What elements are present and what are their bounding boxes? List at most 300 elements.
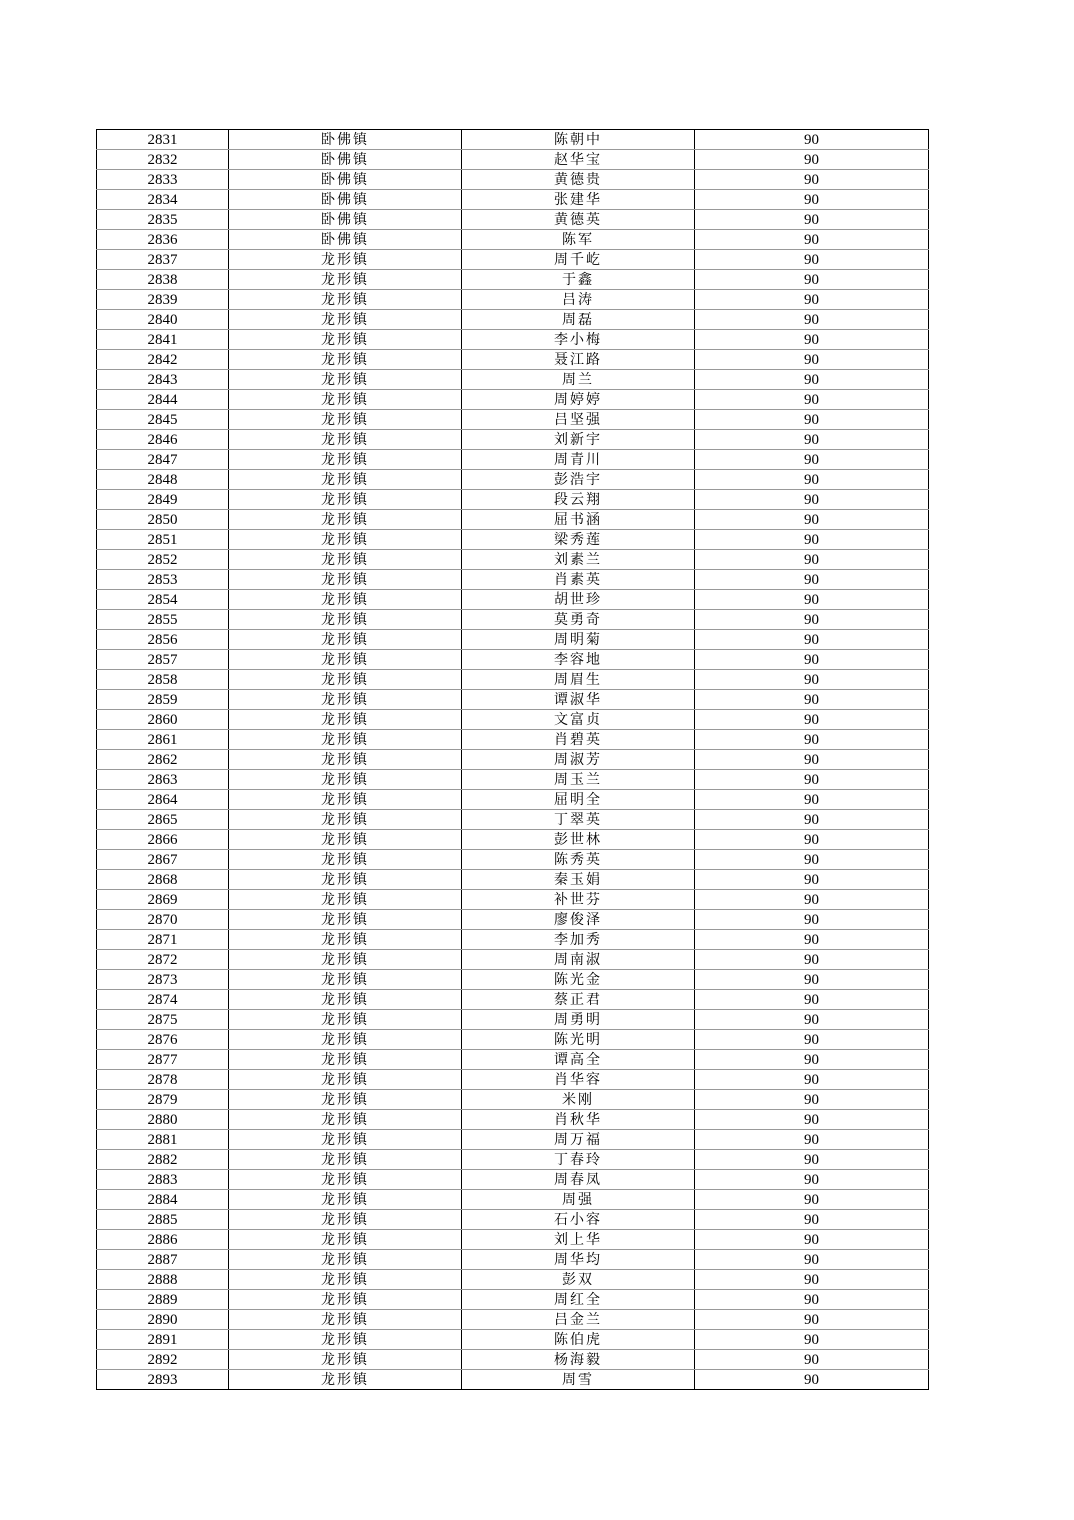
table-row — [97, 190, 929, 210]
person-name-cell: 肖华容 — [462, 1070, 695, 1090]
person-name-cell: 周磊 — [462, 310, 695, 330]
amount-cell: 90 — [695, 1190, 929, 1210]
table-row — [97, 910, 929, 930]
town-cell: 龙形镇 — [229, 1290, 462, 1310]
serial-number-cell: 2842 — [97, 350, 229, 370]
amount-cell: 90 — [695, 470, 929, 490]
person-name-cell: 周强 — [462, 1190, 695, 1210]
person-name-cell: 陈秀英 — [462, 850, 695, 870]
person-name-cell: 莫勇奇 — [462, 610, 695, 630]
amount-cell: 90 — [695, 1090, 929, 1110]
serial-number-cell: 2873 — [97, 970, 229, 990]
person-name-cell: 李小梅 — [462, 330, 695, 350]
town-cell: 龙形镇 — [229, 1050, 462, 1070]
table-row — [97, 450, 929, 470]
serial-number-cell: 2832 — [97, 150, 229, 170]
table-row — [97, 970, 929, 990]
town-cell: 龙形镇 — [229, 1110, 462, 1130]
serial-number-cell: 2849 — [97, 490, 229, 510]
serial-number-cell: 2858 — [97, 670, 229, 690]
table-row — [97, 430, 929, 450]
table-row — [97, 1290, 929, 1310]
person-name-cell: 杨海毅 — [462, 1350, 695, 1370]
amount-cell: 90 — [695, 390, 929, 410]
amount-cell: 90 — [695, 610, 929, 630]
town-cell: 龙形镇 — [229, 510, 462, 530]
town-cell: 龙形镇 — [229, 730, 462, 750]
person-name-cell: 刘素兰 — [462, 550, 695, 570]
person-name-cell: 李加秀 — [462, 930, 695, 950]
person-name-cell: 彭世林 — [462, 830, 695, 850]
person-name-cell: 周兰 — [462, 370, 695, 390]
town-cell: 龙形镇 — [229, 650, 462, 670]
serial-number-cell: 2890 — [97, 1310, 229, 1330]
person-name-cell: 于鑫 — [462, 270, 695, 290]
town-cell: 龙形镇 — [229, 450, 462, 470]
table-row — [97, 350, 929, 370]
amount-cell: 90 — [695, 290, 929, 310]
person-name-cell: 周青川 — [462, 450, 695, 470]
table-row — [97, 710, 929, 730]
amount-cell: 90 — [695, 310, 929, 330]
person-name-cell: 周明菊 — [462, 630, 695, 650]
person-name-cell: 张建华 — [462, 190, 695, 210]
table-row — [97, 790, 929, 810]
serial-number-cell: 2893 — [97, 1370, 229, 1390]
person-name-cell: 肖素英 — [462, 570, 695, 590]
town-cell: 龙形镇 — [229, 670, 462, 690]
table-row — [97, 1230, 929, 1250]
town-cell: 卧佛镇 — [229, 230, 462, 250]
amount-cell: 90 — [695, 990, 929, 1010]
amount-cell: 90 — [695, 930, 929, 950]
person-name-cell: 肖秋华 — [462, 1110, 695, 1130]
town-cell: 龙形镇 — [229, 490, 462, 510]
amount-cell: 90 — [695, 1330, 929, 1350]
person-name-cell: 吕坚强 — [462, 410, 695, 430]
amount-cell: 90 — [695, 330, 929, 350]
person-name-cell: 周千屹 — [462, 250, 695, 270]
person-name-cell: 黄德英 — [462, 210, 695, 230]
town-cell: 龙形镇 — [229, 570, 462, 590]
amount-cell: 90 — [695, 410, 929, 430]
amount-cell: 90 — [695, 1030, 929, 1050]
person-name-cell: 刘新宇 — [462, 430, 695, 450]
town-cell: 龙形镇 — [229, 310, 462, 330]
town-cell: 龙形镇 — [229, 690, 462, 710]
serial-number-cell: 2885 — [97, 1210, 229, 1230]
person-name-cell: 黄德贵 — [462, 170, 695, 190]
serial-number-cell: 2853 — [97, 570, 229, 590]
serial-number-cell: 2839 — [97, 290, 229, 310]
amount-cell: 90 — [695, 230, 929, 250]
table-row — [97, 290, 929, 310]
person-name-cell: 秦玉娟 — [462, 870, 695, 890]
serial-number-cell: 2852 — [97, 550, 229, 570]
amount-cell: 90 — [695, 130, 929, 150]
serial-number-cell: 2867 — [97, 850, 229, 870]
town-cell: 龙形镇 — [229, 1230, 462, 1250]
table-row — [97, 390, 929, 410]
table-row — [97, 670, 929, 690]
person-name-cell: 彭双 — [462, 1270, 695, 1290]
amount-cell: 90 — [695, 1350, 929, 1370]
serial-number-cell: 2892 — [97, 1350, 229, 1370]
table-row — [97, 1330, 929, 1350]
town-cell: 龙形镇 — [229, 1350, 462, 1370]
table-row — [97, 610, 929, 630]
table-row — [97, 310, 929, 330]
table-row — [97, 730, 929, 750]
person-name-cell: 补世芬 — [462, 890, 695, 910]
table-row — [97, 370, 929, 390]
town-cell: 龙形镇 — [229, 990, 462, 1010]
serial-number-cell: 2854 — [97, 590, 229, 610]
town-cell: 卧佛镇 — [229, 130, 462, 150]
table-row — [97, 930, 929, 950]
town-cell: 龙形镇 — [229, 1010, 462, 1030]
amount-cell: 90 — [695, 530, 929, 550]
amount-cell: 90 — [695, 1230, 929, 1250]
town-cell: 龙形镇 — [229, 370, 462, 390]
table-row — [97, 170, 929, 190]
serial-number-cell: 2883 — [97, 1170, 229, 1190]
table-row — [97, 1210, 929, 1230]
amount-cell: 90 — [695, 1110, 929, 1130]
serial-number-cell: 2877 — [97, 1050, 229, 1070]
person-name-cell: 陈光明 — [462, 1030, 695, 1050]
person-name-cell: 蔡正君 — [462, 990, 695, 1010]
serial-number-cell: 2870 — [97, 910, 229, 930]
table-row — [97, 1170, 929, 1190]
person-name-cell: 周华均 — [462, 1250, 695, 1270]
table-row — [97, 630, 929, 650]
person-name-cell: 文富贞 — [462, 710, 695, 730]
person-name-cell: 周雪 — [462, 1370, 695, 1390]
serial-number-cell: 2872 — [97, 950, 229, 970]
town-cell: 龙形镇 — [229, 330, 462, 350]
table-row — [97, 890, 929, 910]
person-name-cell: 赵华宝 — [462, 150, 695, 170]
person-name-cell: 周婷婷 — [462, 390, 695, 410]
person-name-cell: 周春凤 — [462, 1170, 695, 1190]
amount-cell: 90 — [695, 630, 929, 650]
serial-number-cell: 2864 — [97, 790, 229, 810]
table-row — [97, 770, 929, 790]
serial-number-cell: 2844 — [97, 390, 229, 410]
serial-number-cell: 2848 — [97, 470, 229, 490]
amount-cell: 90 — [695, 750, 929, 770]
table-row — [97, 1130, 929, 1150]
serial-number-cell: 2871 — [97, 930, 229, 950]
town-cell: 龙形镇 — [229, 1090, 462, 1110]
amount-cell: 90 — [695, 870, 929, 890]
person-name-cell: 段云翔 — [462, 490, 695, 510]
town-cell: 龙形镇 — [229, 390, 462, 410]
town-cell: 龙形镇 — [229, 970, 462, 990]
amount-cell: 90 — [695, 810, 929, 830]
person-name-cell: 彭浩宇 — [462, 470, 695, 490]
town-cell: 龙形镇 — [229, 870, 462, 890]
town-cell: 卧佛镇 — [229, 210, 462, 230]
person-name-cell: 丁翠英 — [462, 810, 695, 830]
serial-number-cell: 2889 — [97, 1290, 229, 1310]
table-row — [97, 950, 929, 970]
amount-cell: 90 — [695, 830, 929, 850]
serial-number-cell: 2882 — [97, 1150, 229, 1170]
town-cell: 龙形镇 — [229, 1210, 462, 1230]
person-name-cell: 石小容 — [462, 1210, 695, 1230]
person-name-cell: 米刚 — [462, 1090, 695, 1110]
town-cell: 龙形镇 — [229, 270, 462, 290]
table-row — [97, 750, 929, 770]
serial-number-cell: 2843 — [97, 370, 229, 390]
person-name-cell: 刘上华 — [462, 1230, 695, 1250]
town-cell: 龙形镇 — [229, 770, 462, 790]
amount-cell: 90 — [695, 1270, 929, 1290]
amount-cell: 90 — [695, 850, 929, 870]
amount-cell: 90 — [695, 970, 929, 990]
amount-cell: 90 — [695, 690, 929, 710]
table-row — [97, 130, 929, 150]
town-cell: 龙形镇 — [229, 1190, 462, 1210]
serial-number-cell: 2859 — [97, 690, 229, 710]
serial-number-cell: 2857 — [97, 650, 229, 670]
serial-number-cell: 2835 — [97, 210, 229, 230]
town-cell: 龙形镇 — [229, 1270, 462, 1290]
serial-number-cell: 2888 — [97, 1270, 229, 1290]
person-name-cell: 丁春玲 — [462, 1150, 695, 1170]
person-name-cell: 周南淑 — [462, 950, 695, 970]
table-row — [97, 1030, 929, 1050]
serial-number-cell: 2868 — [97, 870, 229, 890]
town-cell: 龙形镇 — [229, 1170, 462, 1190]
amount-cell: 90 — [695, 450, 929, 470]
table-row — [97, 870, 929, 890]
town-cell: 卧佛镇 — [229, 150, 462, 170]
person-name-cell: 周眉生 — [462, 670, 695, 690]
serial-number-cell: 2879 — [97, 1090, 229, 1110]
amount-cell: 90 — [695, 170, 929, 190]
table-row — [97, 330, 929, 350]
serial-number-cell: 2851 — [97, 530, 229, 550]
roster-table-body — [97, 130, 929, 1390]
town-cell: 龙形镇 — [229, 1330, 462, 1350]
amount-cell: 90 — [695, 1210, 929, 1230]
amount-cell: 90 — [695, 210, 929, 230]
table-row — [97, 1270, 929, 1290]
table-row — [97, 850, 929, 870]
town-cell: 龙形镇 — [229, 1250, 462, 1270]
serial-number-cell: 2878 — [97, 1070, 229, 1090]
amount-cell: 90 — [695, 1130, 929, 1150]
person-name-cell: 周淑芳 — [462, 750, 695, 770]
town-cell: 龙形镇 — [229, 610, 462, 630]
serial-number-cell: 2862 — [97, 750, 229, 770]
table-row — [97, 510, 929, 530]
town-cell: 龙形镇 — [229, 810, 462, 830]
table-row — [97, 590, 929, 610]
town-cell: 龙形镇 — [229, 910, 462, 930]
serial-number-cell: 2876 — [97, 1030, 229, 1050]
serial-number-cell: 2863 — [97, 770, 229, 790]
amount-cell: 90 — [695, 510, 929, 530]
person-name-cell: 屈明全 — [462, 790, 695, 810]
town-cell: 龙形镇 — [229, 710, 462, 730]
serial-number-cell: 2847 — [97, 450, 229, 470]
serial-number-cell: 2831 — [97, 130, 229, 150]
amount-cell: 90 — [695, 150, 929, 170]
town-cell: 龙形镇 — [229, 750, 462, 770]
person-name-cell: 廖俊泽 — [462, 910, 695, 930]
amount-cell: 90 — [695, 1010, 929, 1030]
person-name-cell: 屈书涵 — [462, 510, 695, 530]
amount-cell: 90 — [695, 1170, 929, 1190]
town-cell: 龙形镇 — [229, 290, 462, 310]
town-cell: 龙形镇 — [229, 630, 462, 650]
town-cell: 龙形镇 — [229, 470, 462, 490]
table-row — [97, 1190, 929, 1210]
town-cell: 龙形镇 — [229, 410, 462, 430]
town-cell: 龙形镇 — [229, 530, 462, 550]
serial-number-cell: 2874 — [97, 990, 229, 1010]
serial-number-cell: 2834 — [97, 190, 229, 210]
amount-cell: 90 — [695, 270, 929, 290]
town-cell: 龙形镇 — [229, 790, 462, 810]
person-name-cell: 谭淑华 — [462, 690, 695, 710]
amount-cell: 90 — [695, 710, 929, 730]
amount-cell: 90 — [695, 650, 929, 670]
amount-cell: 90 — [695, 1370, 929, 1390]
town-cell: 龙形镇 — [229, 350, 462, 370]
person-name-cell: 吕金兰 — [462, 1310, 695, 1330]
serial-number-cell: 2836 — [97, 230, 229, 250]
amount-cell: 90 — [695, 1310, 929, 1330]
amount-cell: 90 — [695, 490, 929, 510]
person-name-cell: 谭高全 — [462, 1050, 695, 1070]
town-cell: 龙形镇 — [229, 830, 462, 850]
person-name-cell: 周玉兰 — [462, 770, 695, 790]
amount-cell: 90 — [695, 670, 929, 690]
serial-number-cell: 2880 — [97, 1110, 229, 1130]
table-row — [97, 230, 929, 250]
amount-cell: 90 — [695, 1070, 929, 1090]
serial-number-cell: 2846 — [97, 430, 229, 450]
town-cell: 龙形镇 — [229, 250, 462, 270]
amount-cell: 90 — [695, 890, 929, 910]
serial-number-cell: 2837 — [97, 250, 229, 270]
amount-cell: 90 — [695, 1250, 929, 1270]
table-row — [97, 1350, 929, 1370]
amount-cell: 90 — [695, 190, 929, 210]
amount-cell: 90 — [695, 950, 929, 970]
serial-number-cell: 2891 — [97, 1330, 229, 1350]
serial-number-cell: 2850 — [97, 510, 229, 530]
amount-cell: 90 — [695, 770, 929, 790]
town-cell: 龙形镇 — [229, 430, 462, 450]
town-cell: 卧佛镇 — [229, 170, 462, 190]
serial-number-cell: 2855 — [97, 610, 229, 630]
serial-number-cell: 2860 — [97, 710, 229, 730]
town-cell: 卧佛镇 — [229, 190, 462, 210]
amount-cell: 90 — [695, 730, 929, 750]
person-name-cell: 陈光金 — [462, 970, 695, 990]
amount-cell: 90 — [695, 250, 929, 270]
amount-cell: 90 — [695, 370, 929, 390]
town-cell: 龙形镇 — [229, 1030, 462, 1050]
amount-cell: 90 — [695, 550, 929, 570]
person-name-cell: 聂江路 — [462, 350, 695, 370]
amount-cell: 90 — [695, 790, 929, 810]
table-row — [97, 210, 929, 230]
serial-number-cell: 2865 — [97, 810, 229, 830]
table-row — [97, 650, 929, 670]
person-name-cell: 周万福 — [462, 1130, 695, 1150]
person-name-cell: 李容地 — [462, 650, 695, 670]
table-row — [97, 250, 929, 270]
town-cell: 龙形镇 — [229, 1370, 462, 1390]
table-row — [97, 990, 929, 1010]
person-name-cell: 陈伯虎 — [462, 1330, 695, 1350]
serial-number-cell: 2861 — [97, 730, 229, 750]
serial-number-cell: 2887 — [97, 1250, 229, 1270]
town-cell: 龙形镇 — [229, 1130, 462, 1150]
person-name-cell: 胡世珍 — [462, 590, 695, 610]
person-name-cell: 梁秀莲 — [462, 530, 695, 550]
table-row — [97, 1250, 929, 1270]
person-name-cell: 吕涛 — [462, 290, 695, 310]
serial-number-cell: 2884 — [97, 1190, 229, 1210]
town-cell: 龙形镇 — [229, 1310, 462, 1330]
serial-number-cell: 2856 — [97, 630, 229, 650]
roster-table — [96, 129, 929, 1390]
town-cell: 龙形镇 — [229, 930, 462, 950]
amount-cell: 90 — [695, 1050, 929, 1070]
table-row — [97, 810, 929, 830]
table-row — [97, 530, 929, 550]
table-row — [97, 1050, 929, 1070]
table-row — [97, 150, 929, 170]
person-name-cell: 陈朝中 — [462, 130, 695, 150]
table-row — [97, 1310, 929, 1330]
serial-number-cell: 2866 — [97, 830, 229, 850]
town-cell: 龙形镇 — [229, 1150, 462, 1170]
town-cell: 龙形镇 — [229, 1070, 462, 1090]
serial-number-cell: 2838 — [97, 270, 229, 290]
town-cell: 龙形镇 — [229, 950, 462, 970]
serial-number-cell: 2833 — [97, 170, 229, 190]
table-row — [97, 490, 929, 510]
serial-number-cell: 2875 — [97, 1010, 229, 1030]
town-cell: 龙形镇 — [229, 590, 462, 610]
amount-cell: 90 — [695, 430, 929, 450]
serial-number-cell: 2845 — [97, 410, 229, 430]
table-row — [97, 470, 929, 490]
serial-number-cell: 2841 — [97, 330, 229, 350]
amount-cell: 90 — [695, 1290, 929, 1310]
serial-number-cell: 2869 — [97, 890, 229, 910]
person-name-cell: 周勇明 — [462, 1010, 695, 1030]
table-row — [97, 1010, 929, 1030]
table-row — [97, 1370, 929, 1390]
amount-cell: 90 — [695, 350, 929, 370]
person-name-cell: 肖碧英 — [462, 730, 695, 750]
table-row — [97, 570, 929, 590]
table-row — [97, 1090, 929, 1110]
amount-cell: 90 — [695, 590, 929, 610]
town-cell: 龙形镇 — [229, 850, 462, 870]
serial-number-cell: 2886 — [97, 1230, 229, 1250]
